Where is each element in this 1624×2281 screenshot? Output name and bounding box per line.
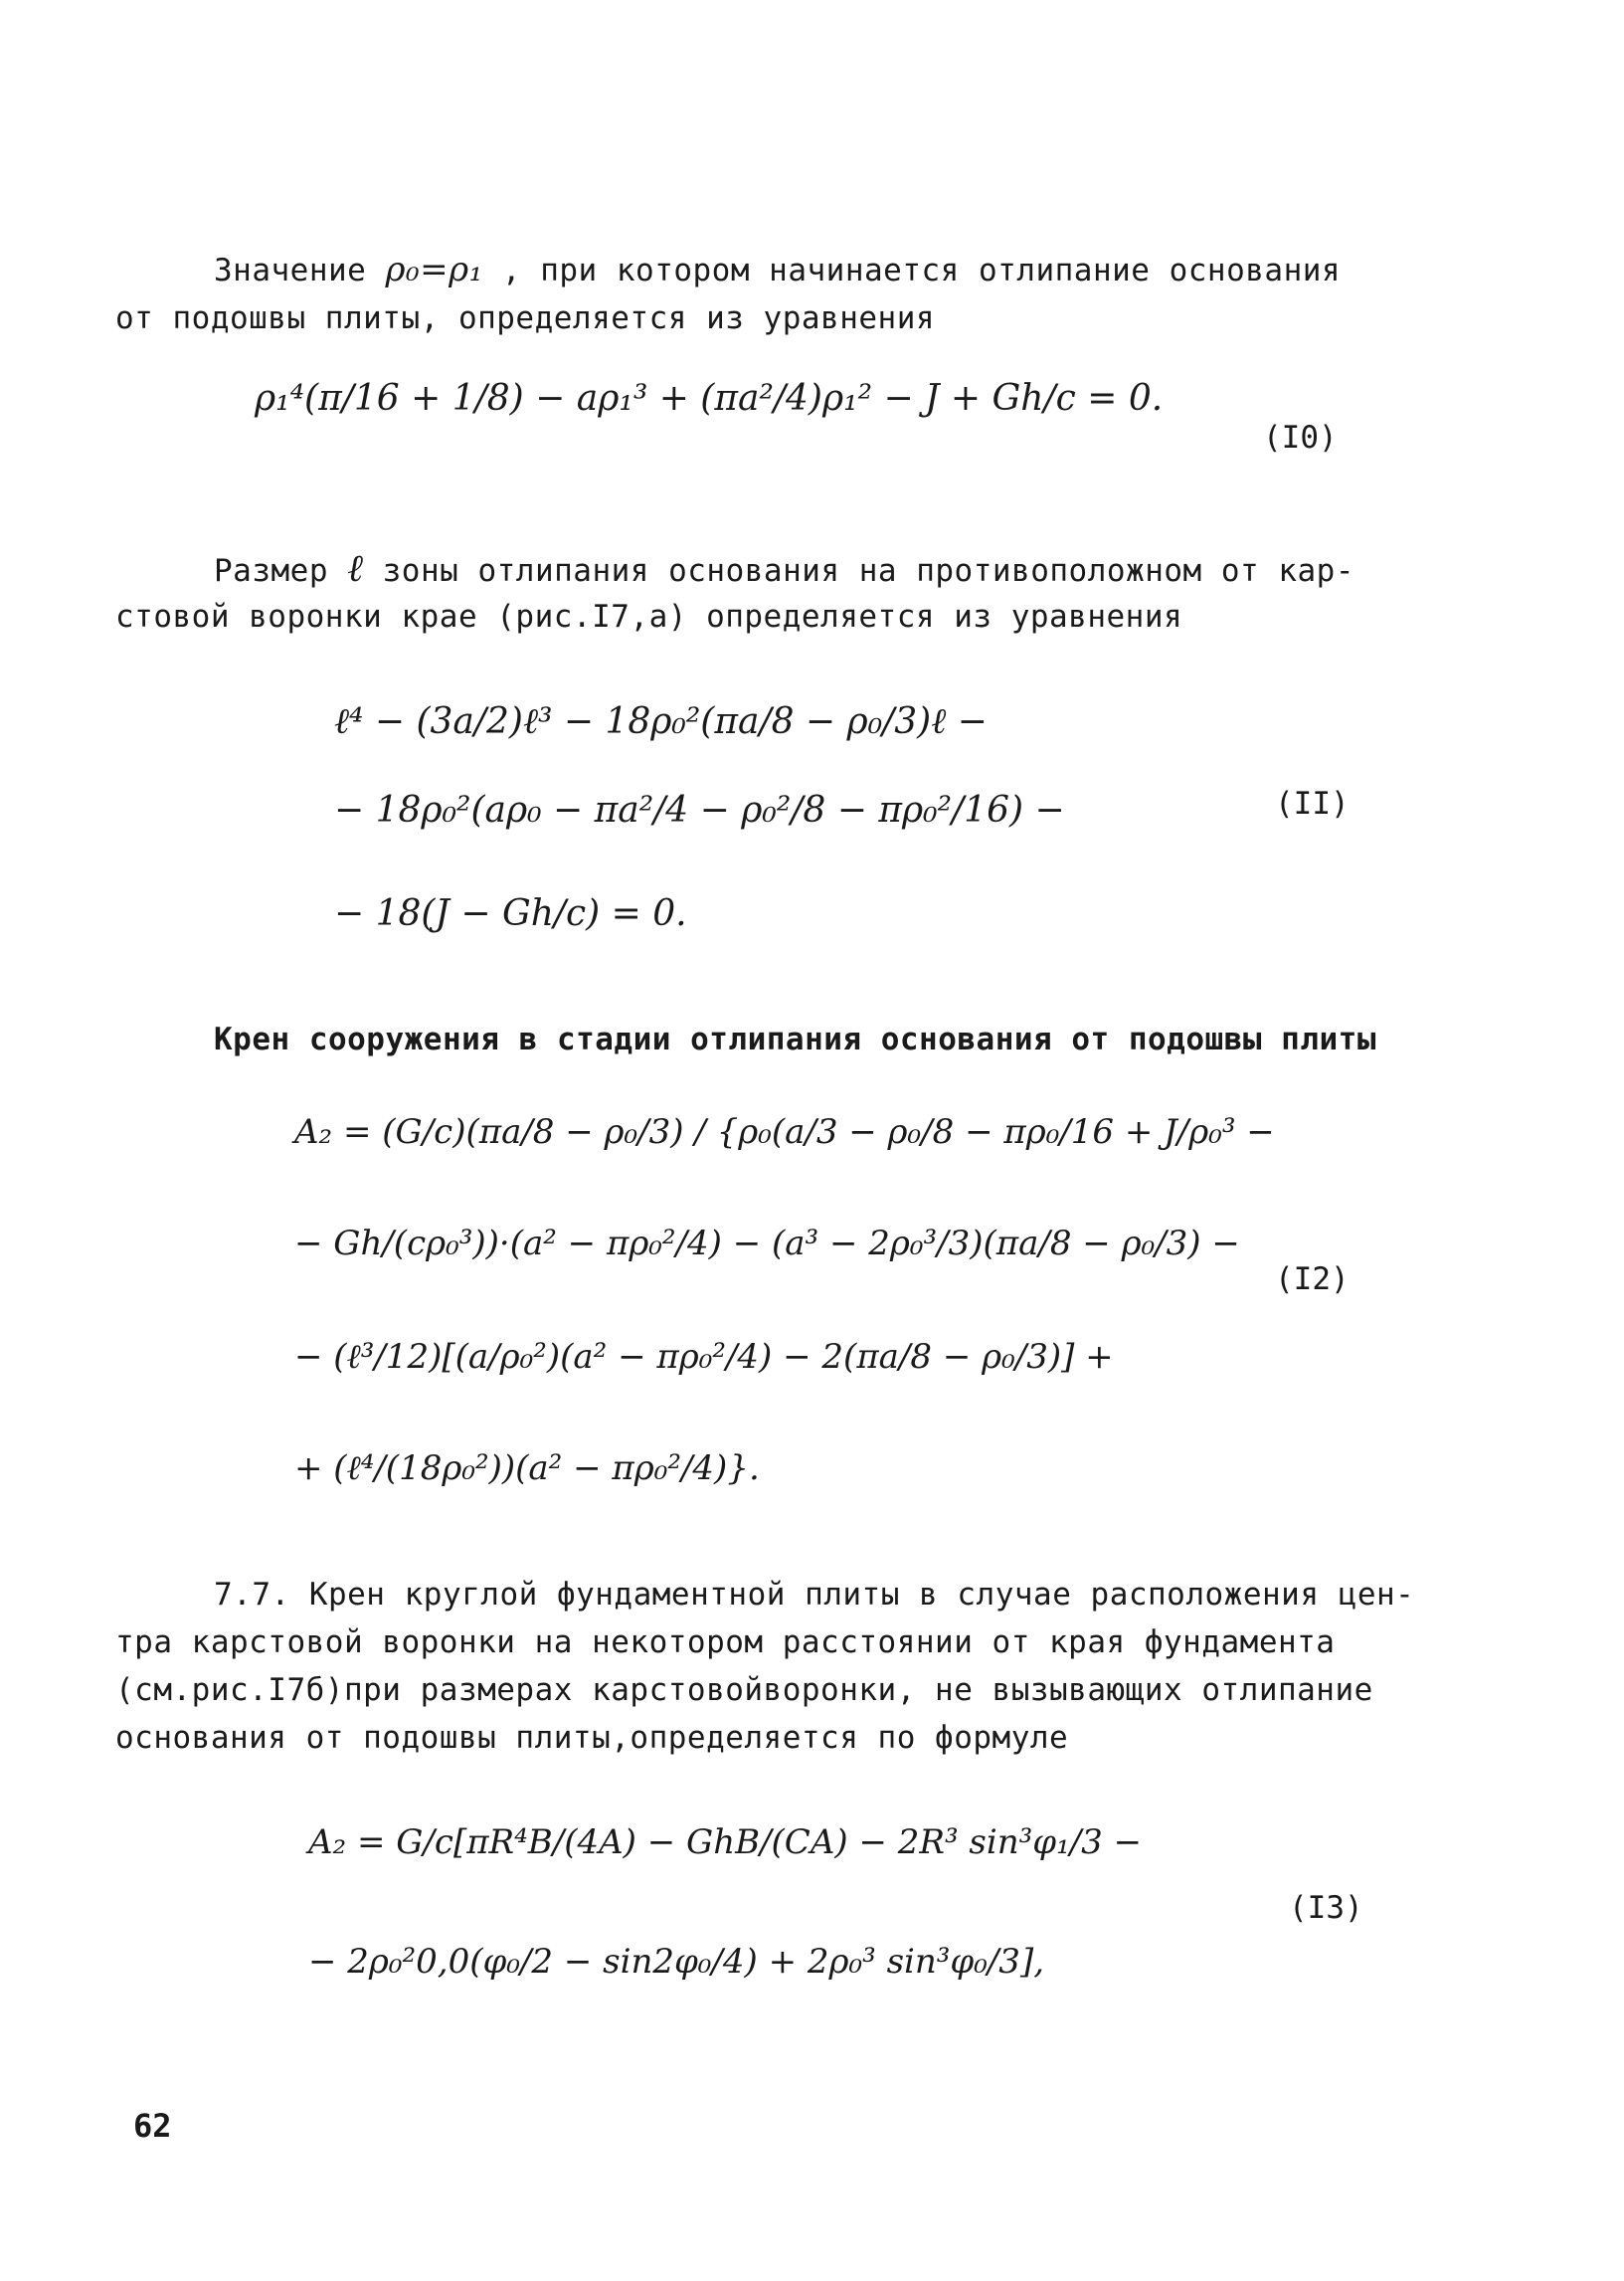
- equation-11-number: (II): [1275, 786, 1350, 822]
- ell-symbol: ℓ: [347, 546, 364, 590]
- paragraph-4-line-4: основания от подошвы плиты,определяется по формуле: [115, 1720, 1069, 1756]
- paragraph-2-line-1: Размер ℓ зоны отлипания основания на противоположном от кар-: [214, 546, 1354, 590]
- paragraph-1-line-2: от подошвы плиты, определяется из уравнения: [115, 300, 936, 336]
- page-number: 62: [133, 2107, 172, 2145]
- equation-10-number: (I0): [1263, 420, 1338, 456]
- paragraph-4-line-2: тра карстовой воронки на некотором расстоянии от края фундамента: [115, 1624, 1336, 1660]
- paragraph-4-line-1: 7.7. Крен круглой фундаментной плиты в случае расположения цен-: [214, 1577, 1415, 1613]
- equation-12-line-2: − Gh/(cρ₀³))·(a² − πρ₀²/4) − (a³ − 2ρ₀³/3)(πa/8 − ρ₀/3) −: [294, 1224, 1240, 1263]
- paragraph-1-line-1: Значение ρ₀=ρ₁ , при котором начинается отлипание основания: [214, 250, 1342, 289]
- equation-11-line-1: ℓ⁴ − (3a/2)ℓ³ − 18ρ₀²(πa/8 − ρ₀/3)ℓ −: [334, 701, 988, 742]
- equation-12-line-1: A₂ = (G/c)(πa/8 − ρ₀/3) / {ρ₀(a/3 − ρ₀/8 − πρ₀/16 + J/ρ₀³ −: [294, 1112, 1275, 1152]
- equation-11-line-2: − 18ρ₀²(aρ₀ − πa²/4 − ρ₀²/8 − πρ₀²/16) −: [334, 790, 1065, 831]
- paragraph-2-line-2: стовой воронки крае (рис.I7,а) определяется из уравнения: [115, 599, 1183, 635]
- equation-12-line-3: − (ℓ³/12)[(a/ρ₀²)(a² − πρ₀²/4) − 2(πa/8 − ρ₀/3)] +: [294, 1337, 1114, 1377]
- equation-13-line-2: − 2ρ₀²0,0(φ₀/2 − sin2φ₀/4) + 2ρ₀³ sin³φ₀/3],: [308, 1942, 1045, 1982]
- paragraph-4-line-3: (см.рис.I7б)при размерах карстовойворонки, не вызывающих отлипание: [115, 1672, 1373, 1708]
- equation-12-line-4: + (ℓ⁴/(18ρ₀²))(a² − πρ₀²/4)}.: [294, 1448, 760, 1488]
- rho-zero-equals-rho-one: ρ₀=ρ₁: [385, 250, 483, 289]
- equation-13-number: (I3): [1289, 1890, 1363, 1926]
- equation-12-number: (I2): [1275, 1261, 1350, 1297]
- equation-13-line-1: A₂ = G/c[πR⁴B/(4A) − GhB/(CA) − 2R³ sin³φ₁/3 −: [308, 1822, 1143, 1862]
- equation-10: ρ₁⁴(π/16 + 1/8) − aρ₁³ + (πa²/4)ρ₁² − J + Gh/c = 0.: [255, 378, 1164, 419]
- equation-11-line-3: − 18(J − Gh/c) = 0.: [334, 893, 687, 934]
- paragraph-3: Крен сооружения в стадии отлипания основания от подошвы плиты: [214, 1022, 1376, 1057]
